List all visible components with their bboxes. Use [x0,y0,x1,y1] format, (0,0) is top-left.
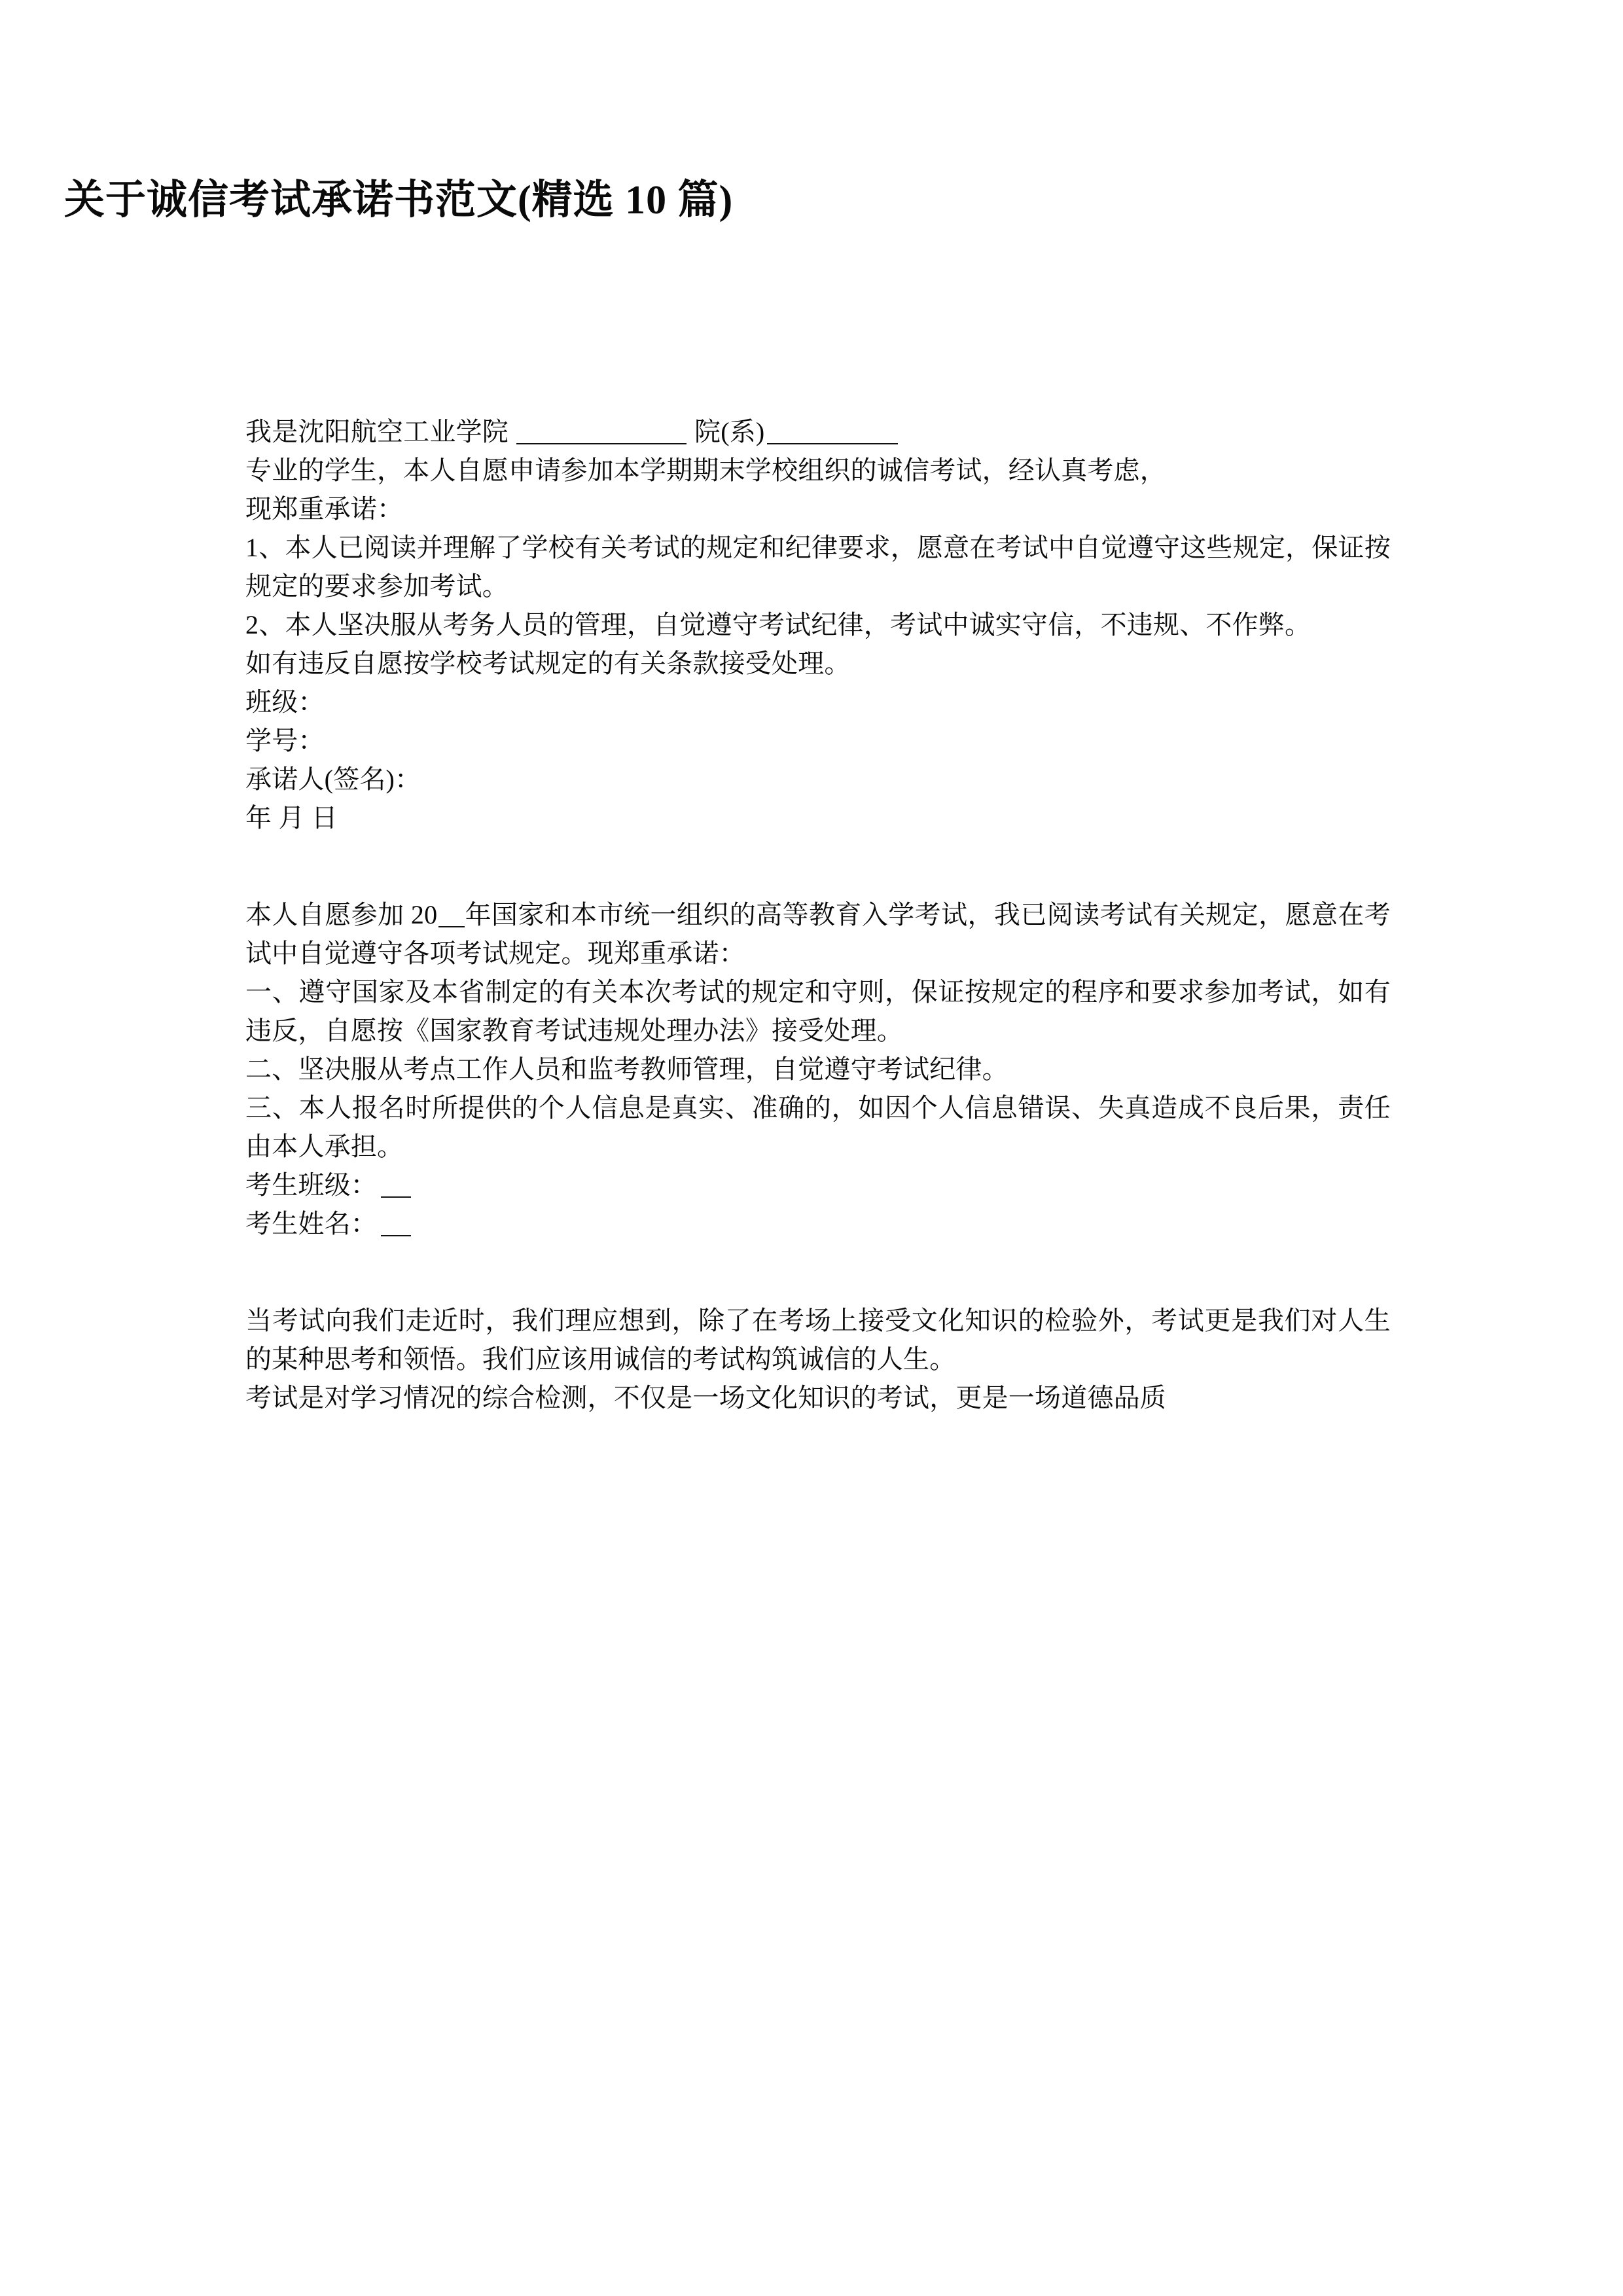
department-blank-field[interactable] [767,443,898,444]
field-exam-name [245,1204,1391,1243]
section-three-para-1: 当考试向我们走近时，我们理应想到，除了在考场上接受文化知识的检验外，考试更是我们对人生的某种思考和领悟。我们应该用诚信的考试构筑诚信的人生。 [245,1306,1391,1374]
intro-line-with-blanks [245,412,1391,451]
section-two-intro-suffix: 年国家和本市统一组织的高等教育入学考试，我已阅读考试有关规定，愿意在考试中自觉遵守各项考试规定。现郑重承诺： [245,900,1391,968]
college-blank-field[interactable] [516,443,687,444]
section-divider-1 [245,837,1391,876]
intro-prefix-text: 我是沈阳航空工业学院 [245,417,508,446]
intro-middle-text: 院(系) [694,417,765,446]
section-divider-2b [245,1282,1391,1301]
section-three-para-2: 考试是对学习情况的综合检测，不仅是一场文化知识的考试，更是一场道德品质 [245,1383,1166,1412]
clause-1: 1、本人已阅读并理解了学校有关考试的规定和纪律要求，愿意在考试中自觉遵守这些规定，保证按规定的要求参加考试。 [245,533,1391,601]
intro-line-3: 现郑重承诺： [245,494,404,524]
clause-2: 2、本人坚决服从考务人员的管理，自觉遵守考试纪律，考试中诚实守信，不违规、不作弊。 [245,610,1311,639]
body-block [245,412,1391,1417]
exam-class-blank-field[interactable] [381,1196,411,1198]
year-blank-field[interactable] [438,926,465,927]
field-exam-class-label: 考生班级： [245,1170,377,1200]
section-two-intro [245,895,1391,973]
section-divider-1b [245,876,1391,895]
field-date-label: 年 月 日 [245,803,338,833]
field-exam-name-label: 考生姓名： [245,1209,377,1238]
field-student-id-label: 学号： [245,726,325,755]
page-title: 关于诚信考试承诺书范文(精选 10 篇) [64,178,734,223]
section-two-clause-3: 三、本人报名时所提供的个人信息是真实、准确的，如因个人信息错误、失真造成不良后果，责任由本人承担。 [245,1093,1391,1161]
field-signature-label: 承诺人(签名)： [245,764,421,794]
section-two-clause-2: 二、坚决服从考点工作人员和监考教师管理，自觉遵守考试纪律。 [245,1054,1008,1084]
section-two-clause-1: 一、遵守国家及本省制定的有关本次考试的规定和守则，保证按规定的程序和要求参加考试，如有违反，自愿按《国家教育考试违规处理办法》接受处理。 [245,977,1391,1045]
field-exam-class [245,1166,1391,1204]
clause-3: 如有违反自愿按学校考试规定的有关条款接受处理。 [245,649,851,678]
section-two-intro-prefix: 本人自愿参加 20 [245,900,438,929]
intro-line-2: 专业的学生，本人自愿申请参加本学期期末学校组织的诚信考试，经认真考虑， [245,456,1166,485]
exam-name-blank-field[interactable] [381,1235,411,1236]
field-class-label: 班级： [245,687,325,717]
section-divider-2 [245,1243,1391,1282]
